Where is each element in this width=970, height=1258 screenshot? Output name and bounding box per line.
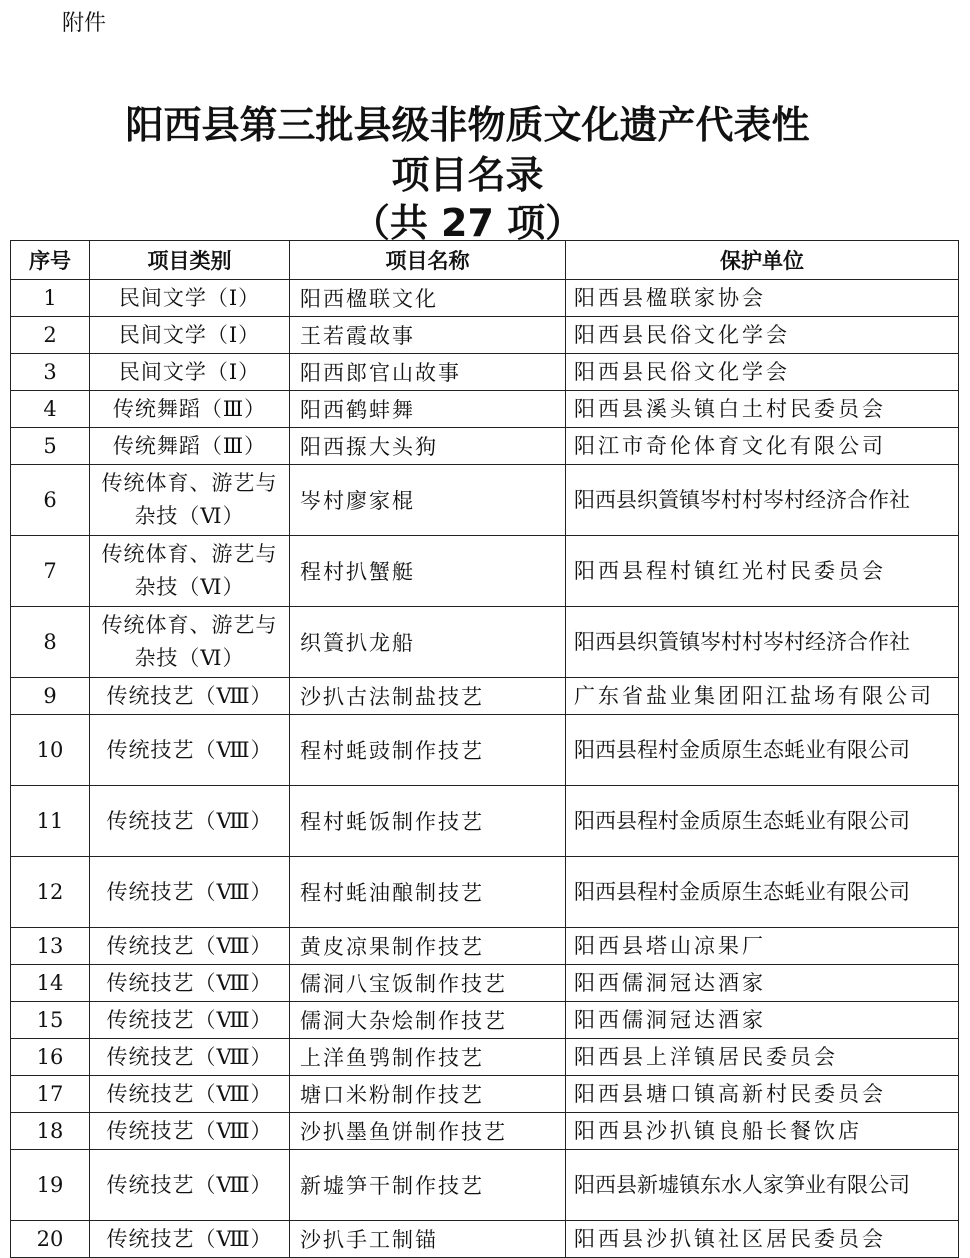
table-row: [11, 428, 959, 465]
row-project-name: 阳西楹联文化: [290, 280, 566, 317]
row-protection-unit: 阳西县程村金质原生态蚝业有限公司: [566, 786, 959, 857]
row-project-name: 阳西郎官山故事: [290, 354, 566, 391]
row-category: 传统技艺（Ⅷ）: [90, 1113, 290, 1150]
page-title-line-2: 项目名录: [391, 153, 544, 197]
row-category: 传统体育、游艺与杂技（Ⅵ）: [90, 607, 290, 678]
row-serial: 1: [11, 280, 90, 317]
row-category: 传统技艺（Ⅷ）: [90, 965, 290, 1002]
row-category: 民间文学（Ⅰ）: [90, 280, 290, 317]
table-row: [11, 715, 959, 786]
table-row: [11, 928, 959, 965]
table-row: [11, 1039, 959, 1076]
heritage-list-table: [10, 240, 959, 1258]
row-protection-unit: 阳西儒洞冠达酒家: [566, 1002, 959, 1039]
row-serial: 13: [11, 928, 90, 965]
row-protection-unit: 阳西县新墟镇东水人家笋业有限公司: [566, 1150, 959, 1221]
row-project-name: 程村扒蟹艇: [290, 536, 566, 607]
table-row: [11, 280, 959, 317]
row-serial: 10: [11, 715, 90, 786]
row-category: 传统技艺（Ⅷ）: [90, 928, 290, 965]
row-project-name: 程村蚝饭制作技艺: [290, 786, 566, 857]
table-row: [11, 465, 959, 536]
row-project-name: 沙扒墨鱼饼制作技艺: [290, 1113, 566, 1150]
row-serial: 18: [11, 1113, 90, 1150]
table-row: [11, 857, 959, 928]
row-serial: 2: [11, 317, 90, 354]
row-serial: 5: [11, 428, 90, 465]
row-serial: 8: [11, 607, 90, 678]
row-category: 传统技艺（Ⅷ）: [90, 1076, 290, 1113]
row-project-name: 阳西鹤蚌舞: [290, 391, 566, 428]
table-row: [11, 1150, 959, 1221]
row-protection-unit: 阳西县楹联家协会: [566, 280, 959, 317]
row-serial: 9: [11, 678, 90, 715]
row-project-name: 儒洞八宝饭制作技艺: [290, 965, 566, 1002]
row-project-name: 程村蚝豉制作技艺: [290, 715, 566, 786]
row-project-name: 织篢扒龙船: [290, 607, 566, 678]
table-row: [11, 607, 959, 678]
row-project-name: 新墟笋干制作技艺: [290, 1150, 566, 1221]
row-protection-unit: 阳西县民俗文化学会: [566, 317, 959, 354]
row-protection-unit: 阳西县程村镇红光村民委员会: [566, 536, 959, 607]
row-project-name: 沙扒古法制盐技艺: [290, 678, 566, 715]
row-category: 传统体育、游艺与杂技（Ⅵ）: [90, 465, 290, 536]
row-project-name: 塘口米粉制作技艺: [290, 1076, 566, 1113]
row-category: 传统舞蹈（Ⅲ）: [90, 391, 290, 428]
row-category: 传统技艺（Ⅷ）: [90, 678, 290, 715]
row-protection-unit: 阳西县程村金质原生态蚝业有限公司: [566, 857, 959, 928]
row-protection-unit: 阳西儒洞冠达酒家: [566, 965, 959, 1002]
row-protection-unit: 阳西县程村金质原生态蚝业有限公司: [566, 715, 959, 786]
row-protection-unit: 阳西县上洋镇居民委员会: [566, 1039, 959, 1076]
table-row: [11, 678, 959, 715]
table-body: [11, 280, 959, 1258]
row-protection-unit: 阳西县织篢镇岑村村岑村经济合作社: [566, 465, 959, 536]
row-category: 传统技艺（Ⅷ）: [90, 1002, 290, 1039]
row-protection-unit: 广东省盐业集团阳江盐场有限公司: [566, 678, 959, 715]
row-serial: 14: [11, 965, 90, 1002]
row-project-name: 阳西揼大头狗: [290, 428, 566, 465]
row-protection-unit: 阳西县塔山凉果厂: [566, 928, 959, 965]
row-category: 传统技艺（Ⅷ）: [90, 857, 290, 928]
row-category: 传统技艺（Ⅷ）: [90, 1150, 290, 1221]
row-category: 传统技艺（Ⅷ）: [90, 786, 290, 857]
table-row: [11, 965, 959, 1002]
row-serial: 12: [11, 857, 90, 928]
row-category: 传统技艺（Ⅷ）: [90, 1039, 290, 1076]
header-protection-unit: 保护单位: [566, 241, 959, 280]
table-row: [11, 786, 959, 857]
row-protection-unit: 阳江市奇伦体育文化有限公司: [566, 428, 959, 465]
table-row: [11, 1221, 959, 1258]
row-project-name: 沙扒手工制锚: [290, 1221, 566, 1258]
row-project-name: 黄皮凉果制作技艺: [290, 928, 566, 965]
row-protection-unit: 阳西县民俗文化学会: [566, 354, 959, 391]
page-title-count: （共 27 项）: [351, 201, 584, 245]
table-row: [11, 1076, 959, 1113]
row-project-name: 岑村廖家棍: [290, 465, 566, 536]
header-project-name: 项目名称: [290, 241, 566, 280]
row-category: 传统舞蹈（Ⅲ）: [90, 428, 290, 465]
table-row: [11, 1002, 959, 1039]
row-protection-unit: 阳西县塘口镇高新村民委员会: [566, 1076, 959, 1113]
row-protection-unit: 阳西县沙扒镇社区居民委员会: [566, 1221, 959, 1258]
table-row: [11, 317, 959, 354]
row-serial: 19: [11, 1150, 90, 1221]
row-serial: 3: [11, 354, 90, 391]
page-title-line-1: 阳西县第三批县级非物质文化遗产代表性: [125, 103, 810, 147]
row-category: 传统技艺（Ⅷ）: [90, 1221, 290, 1258]
row-category: 传统体育、游艺与杂技（Ⅵ）: [90, 536, 290, 607]
row-project-name: 程村蚝油酿制技艺: [290, 857, 566, 928]
row-serial: 16: [11, 1039, 90, 1076]
table-row: [11, 1113, 959, 1150]
attachment-label: 附件: [62, 11, 107, 36]
table-row: [11, 354, 959, 391]
row-serial: 20: [11, 1221, 90, 1258]
row-serial: 6: [11, 465, 90, 536]
row-project-name: 上洋鱼鸮制作技艺: [290, 1039, 566, 1076]
table-row: [11, 391, 959, 428]
row-category: 传统技艺（Ⅷ）: [90, 715, 290, 786]
row-protection-unit: 阳西县织篢镇岑村村岑村经济合作社: [566, 607, 959, 678]
row-serial: 11: [11, 786, 90, 857]
row-serial: 4: [11, 391, 90, 428]
row-protection-unit: 阳西县沙扒镇良船长餐饮店: [566, 1113, 959, 1150]
row-project-name: 王若霞故事: [290, 317, 566, 354]
row-project-name: 儒洞大杂烩制作技艺: [290, 1002, 566, 1039]
row-category: 民间文学（Ⅰ）: [90, 317, 290, 354]
row-serial: 7: [11, 536, 90, 607]
table-row: [11, 536, 959, 607]
header-category: 项目类别: [90, 241, 290, 280]
row-serial: 17: [11, 1076, 90, 1113]
row-category: 民间文学（Ⅰ）: [90, 354, 290, 391]
table-header-row: [11, 241, 959, 280]
row-serial: 15: [11, 1002, 90, 1039]
header-serial: 序号: [11, 241, 90, 280]
row-protection-unit: 阳西县溪头镇白土村民委员会: [566, 391, 959, 428]
